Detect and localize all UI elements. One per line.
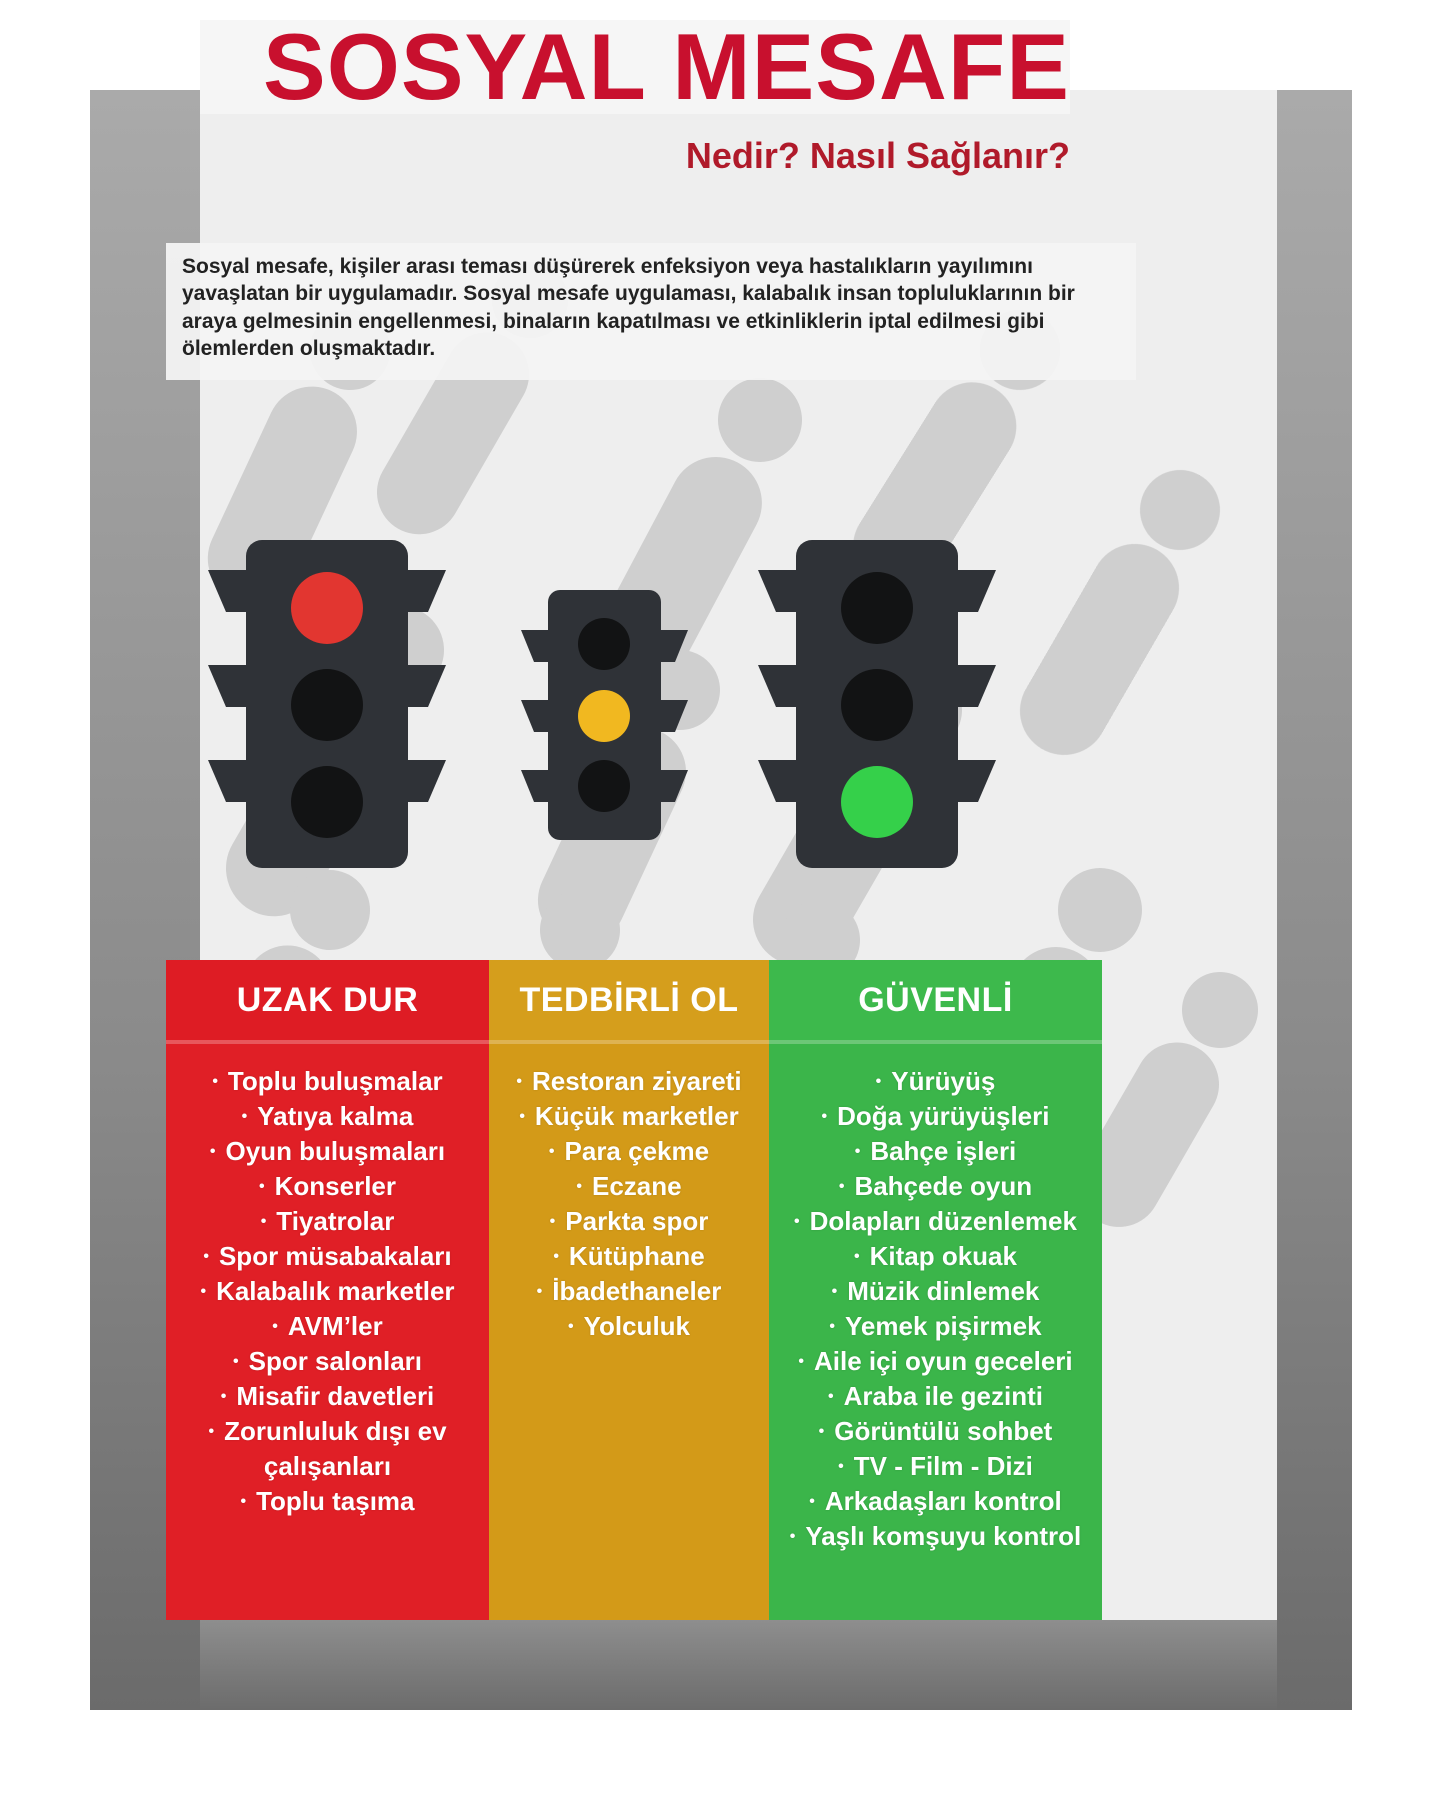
traffic-light-green-icon [758,540,996,868]
list-item: • Restoran ziyareti [495,1064,763,1099]
list-item: • Kitap okuak [775,1239,1096,1274]
bottom-gray-band [200,1620,1277,1710]
list-item: • Eczane [495,1169,763,1204]
traffic-lights [168,520,1098,980]
column-heading: UZAK DUR [166,960,489,1040]
list-item: • Oyun buluşmaları [172,1134,483,1169]
list-item: • Bahçede oyun [775,1169,1096,1204]
list-item: • Doğa yürüyüşleri [775,1099,1096,1134]
list-item: • AVM’ler [172,1309,483,1344]
column-list [489,1044,769,1344]
list-item: • Tiyatrolar [172,1204,483,1239]
traffic-light-red-icon [208,540,446,868]
list-item: • Toplu taşıma [172,1484,483,1519]
column-heading: TEDBİRLİ OL [489,960,769,1040]
list-item: • Toplu buluşmalar [172,1064,483,1099]
column-list [166,1044,489,1519]
list-item: • Müzik dinlemek [775,1274,1096,1309]
list-item: • Parkta spor [495,1204,763,1239]
list-item: çalışanları [263,1451,392,1481]
list-item: • Yaşlı komşuyu kontrol [775,1519,1096,1554]
traffic-light-yellow-icon [521,590,688,840]
list-item: • Zorunluluk dışı ev [172,1414,483,1449]
column-list [769,1044,1102,1554]
list-item: • Kütüphane [495,1239,763,1274]
list-item: • Yolculuk [495,1309,763,1344]
category-columns [166,960,1102,1620]
list-item: • Yürüyüş [775,1064,1096,1099]
list-item: • Arkadaşları kontrol [775,1484,1096,1519]
list-item: • Misafir davetleri [172,1379,483,1414]
list-item: • Yatıya kalma [172,1099,483,1134]
column-heading: GÜVENLİ [769,960,1102,1040]
list-item: • Spor salonları [172,1344,483,1379]
list-item: • Küçük marketler [495,1099,763,1134]
list-item: • İbadethaneler [495,1274,763,1309]
list-item: • Dolapları düzenlemek [775,1204,1096,1239]
list-item: • Aile içi oyun geceleri [775,1344,1096,1379]
page-title: SOSYAL MESAFE [200,20,1070,114]
list-item: • Konserler [172,1169,483,1204]
intro-paragraph: Sosyal mesafe, kişiler arası teması düşürerek enfeksiyon veya hastalıkların yayılımını yavaşlatan bir uygulamadır. Sosyal mesafe uygulaması, kalabalık insan topluluklarının bir araya gelmesinin engellenmesi, binaların kapatılması ve etkinliklerin iptal edilmesi gibi ölemlerden oluşmaktadır. [166,243,1136,380]
list-item: • Görüntülü sohbet [775,1414,1096,1449]
column-guvenli [769,960,1102,1620]
list-item: • Yemek pişirmek [775,1309,1096,1344]
list-item: • Spor müsabakaları [172,1239,483,1274]
right-gray-band [1277,90,1352,1710]
list-item: • Araba ile gezinti [775,1379,1096,1414]
page-subtitle: Nedir? Nasıl Sağlanır? [685,135,1070,176]
column-tedbirli-ol [489,960,769,1620]
column-uzak-dur [166,960,489,1620]
list-item: • Kalabalık marketler [172,1274,483,1309]
list-item: • TV - Film - Dizi [775,1449,1096,1484]
list-item: • Para çekme [495,1134,763,1169]
list-item: • Bahçe işleri [775,1134,1096,1169]
